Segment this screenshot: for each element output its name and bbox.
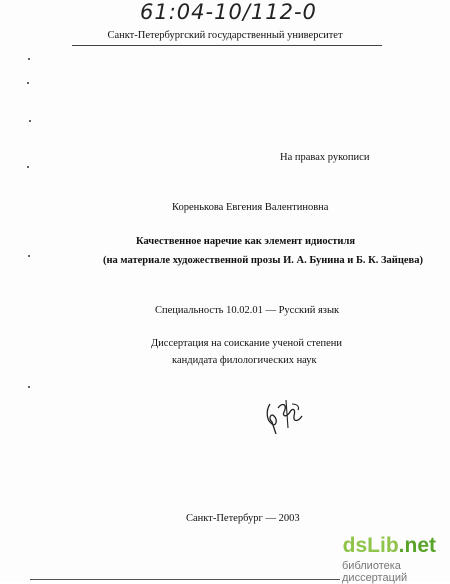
signature-icon [262,398,308,438]
specialty-line: Специальность 10.02.01 — Русский язык [155,305,340,316]
university-name: Санкт-Петербургский государственный университет [107,30,343,41]
university-underline [72,45,382,46]
scan-speck [28,386,30,388]
dslib-logo-tld: .net [398,534,436,557]
dslib-watermark [342,534,442,584]
scan-speck [29,120,31,122]
handwritten-catalog-number: 61:04-10/112-0 [140,0,317,24]
scan-speck [28,58,30,60]
dissertation-subtitle: (на материале художественной прозы И. А. Бунина и Б. К. Зайцева) [103,255,423,266]
author-name: Коренькова Евгения Валентиновна [172,202,329,213]
scan-speck [28,255,30,257]
scan-speck [27,166,29,168]
city-year: Санкт-Петербург — 2003 [186,513,300,524]
degree-line-2: кандидата филологических наук [172,355,317,366]
page-bottom-edge [30,579,340,580]
manuscript-rights-note: На правах рукописи [280,152,370,163]
dslib-tagline: библиотека диссертаций [342,560,408,584]
dslib-logo [343,534,436,558]
degree-line-1: Диссертация на соискание ученой степени [151,338,343,349]
dslib-logo-name: dsLib [342,534,399,557]
scan-speck [27,82,29,84]
dissertation-title: Качественное наречие как элемент идиостиля [136,236,356,247]
